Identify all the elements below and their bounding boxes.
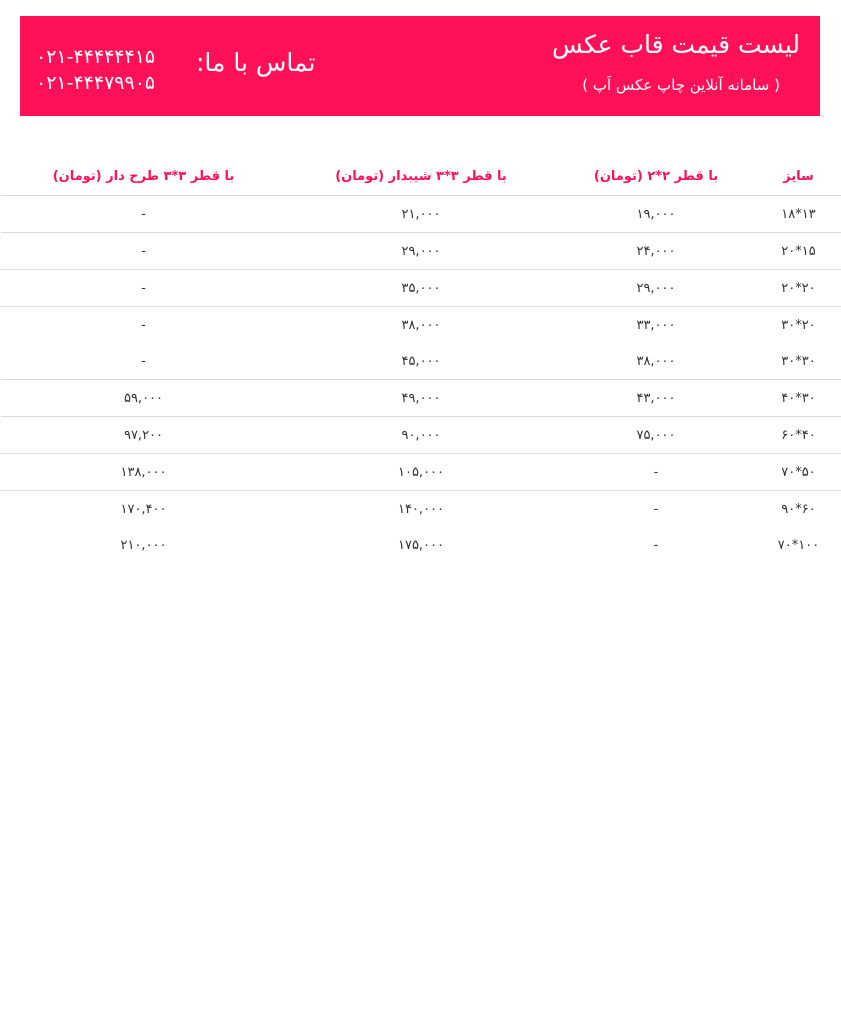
cell-c3-patterned: ۱۳۸,۰۰۰ — [1, 454, 286, 491]
header-c2: با قطر ۲*۲ (تومان) — [556, 158, 756, 196]
cell-c3-shaded: ۴۹,۰۰۰ — [286, 380, 556, 417]
table-row — [1, 233, 841, 270]
cell-c3-shaded: ۳۵,۰۰۰ — [286, 270, 556, 307]
cell-c3-shaded: ۱۴۰,۰۰۰ — [397, 501, 445, 517]
cell-c2: ۴۳,۰۰۰ — [556, 380, 756, 417]
phone-list — [36, 44, 155, 96]
cell-c3-patterned: ۲۱۰,۰۰۰ — [120, 537, 167, 553]
cell-c3-shaded: ۲۹,۰۰۰ — [286, 233, 556, 270]
cell-size: ۵۰*۷۰ — [756, 454, 841, 491]
table-header-row — [1, 158, 841, 196]
table-row — [1, 270, 841, 307]
cell-size: ۳۰*۳۰ — [756, 343, 841, 380]
cell-c3-shaded: ۹۰,۰۰۰ — [286, 417, 556, 454]
cell-size: ۶۰*۹۰ — [781, 501, 816, 517]
cell-c2: ۲۹,۰۰۰ — [556, 270, 756, 307]
contact-label: تماس با ما: — [196, 48, 316, 77]
cell-c2: ۱۹,۰۰۰ — [556, 196, 756, 233]
cell-c2: - — [653, 501, 659, 517]
cell-c3-patterned: - — [1, 343, 286, 380]
page-title: لیست قیمت قاب عکس — [551, 30, 800, 59]
table-row — [1, 454, 841, 491]
cell-c3-patterned: ۹۷,۲۰۰ — [1, 417, 286, 454]
header-banner — [20, 16, 820, 116]
table-row — [1, 417, 841, 454]
table-row — [1, 491, 841, 528]
page-subtitle: ( سامانه آنلاین چاپ عکس اَپ ) — [582, 76, 780, 94]
table-row — [1, 307, 841, 344]
table-row — [1, 527, 841, 563]
cell-c3-patterned: - — [1, 270, 286, 307]
cell-c3-shaded: ۴۵,۰۰۰ — [286, 343, 556, 380]
cell-c2: ۷۵,۰۰۰ — [556, 417, 756, 454]
cell-size: ۳۰*۴۰ — [756, 380, 841, 417]
phone-number-1[interactable]: ۰۲۱-۴۴۴۴۴۴۱۵ — [36, 46, 156, 68]
cell-size: ۲۰*۲۰ — [756, 270, 841, 307]
cell-c2: - — [556, 454, 756, 491]
price-table — [1, 158, 841, 563]
cell-c2: ۳۸,۰۰۰ — [556, 343, 756, 380]
cell-c3-shaded: ۳۸,۰۰۰ — [401, 317, 441, 333]
cell-c3-shaded: ۱۷۵,۰۰۰ — [397, 537, 445, 553]
cell-size: ۱۰۰*۷۰ — [777, 537, 820, 553]
cell-c3-patterned: - — [141, 317, 146, 333]
cell-c3-shaded: ۱۰۵,۰۰۰ — [286, 454, 556, 491]
cell-size: ۱۳*۱۸ — [756, 196, 841, 233]
cell-c3-patterned: ۱۷۰,۴۰۰ — [120, 501, 167, 517]
header-c3-patterned: با قطر ۳*۳ طرح دار (تومان) — [1, 158, 286, 196]
cell-c2: - — [653, 537, 659, 553]
cell-c3-shaded: ۲۱,۰۰۰ — [286, 196, 556, 233]
cell-c3-patterned: ۵۹,۰۰۰ — [1, 380, 286, 417]
cell-size: ۱۵*۲۰ — [756, 233, 841, 270]
cell-c2: ۲۴,۰۰۰ — [556, 233, 756, 270]
cell-c3-patterned: - — [1, 233, 286, 270]
header-c3-shaded: با قطر ۳*۳ شیبدار (تومان) — [286, 158, 556, 196]
phone-number-2[interactable]: ۰۲۱-۴۴۴۷۹۹۰۵ — [36, 72, 156, 94]
cell-size: ۲۰*۳۰ — [781, 317, 816, 333]
cell-c2: ۳۳,۰۰۰ — [636, 317, 676, 333]
table-row — [1, 196, 841, 233]
cell-size: ۴۰*۶۰ — [756, 417, 841, 454]
header-size: سایز — [756, 158, 841, 196]
table-row — [1, 343, 841, 380]
cell-c3-patterned: - — [1, 196, 286, 233]
table-row — [1, 380, 841, 417]
